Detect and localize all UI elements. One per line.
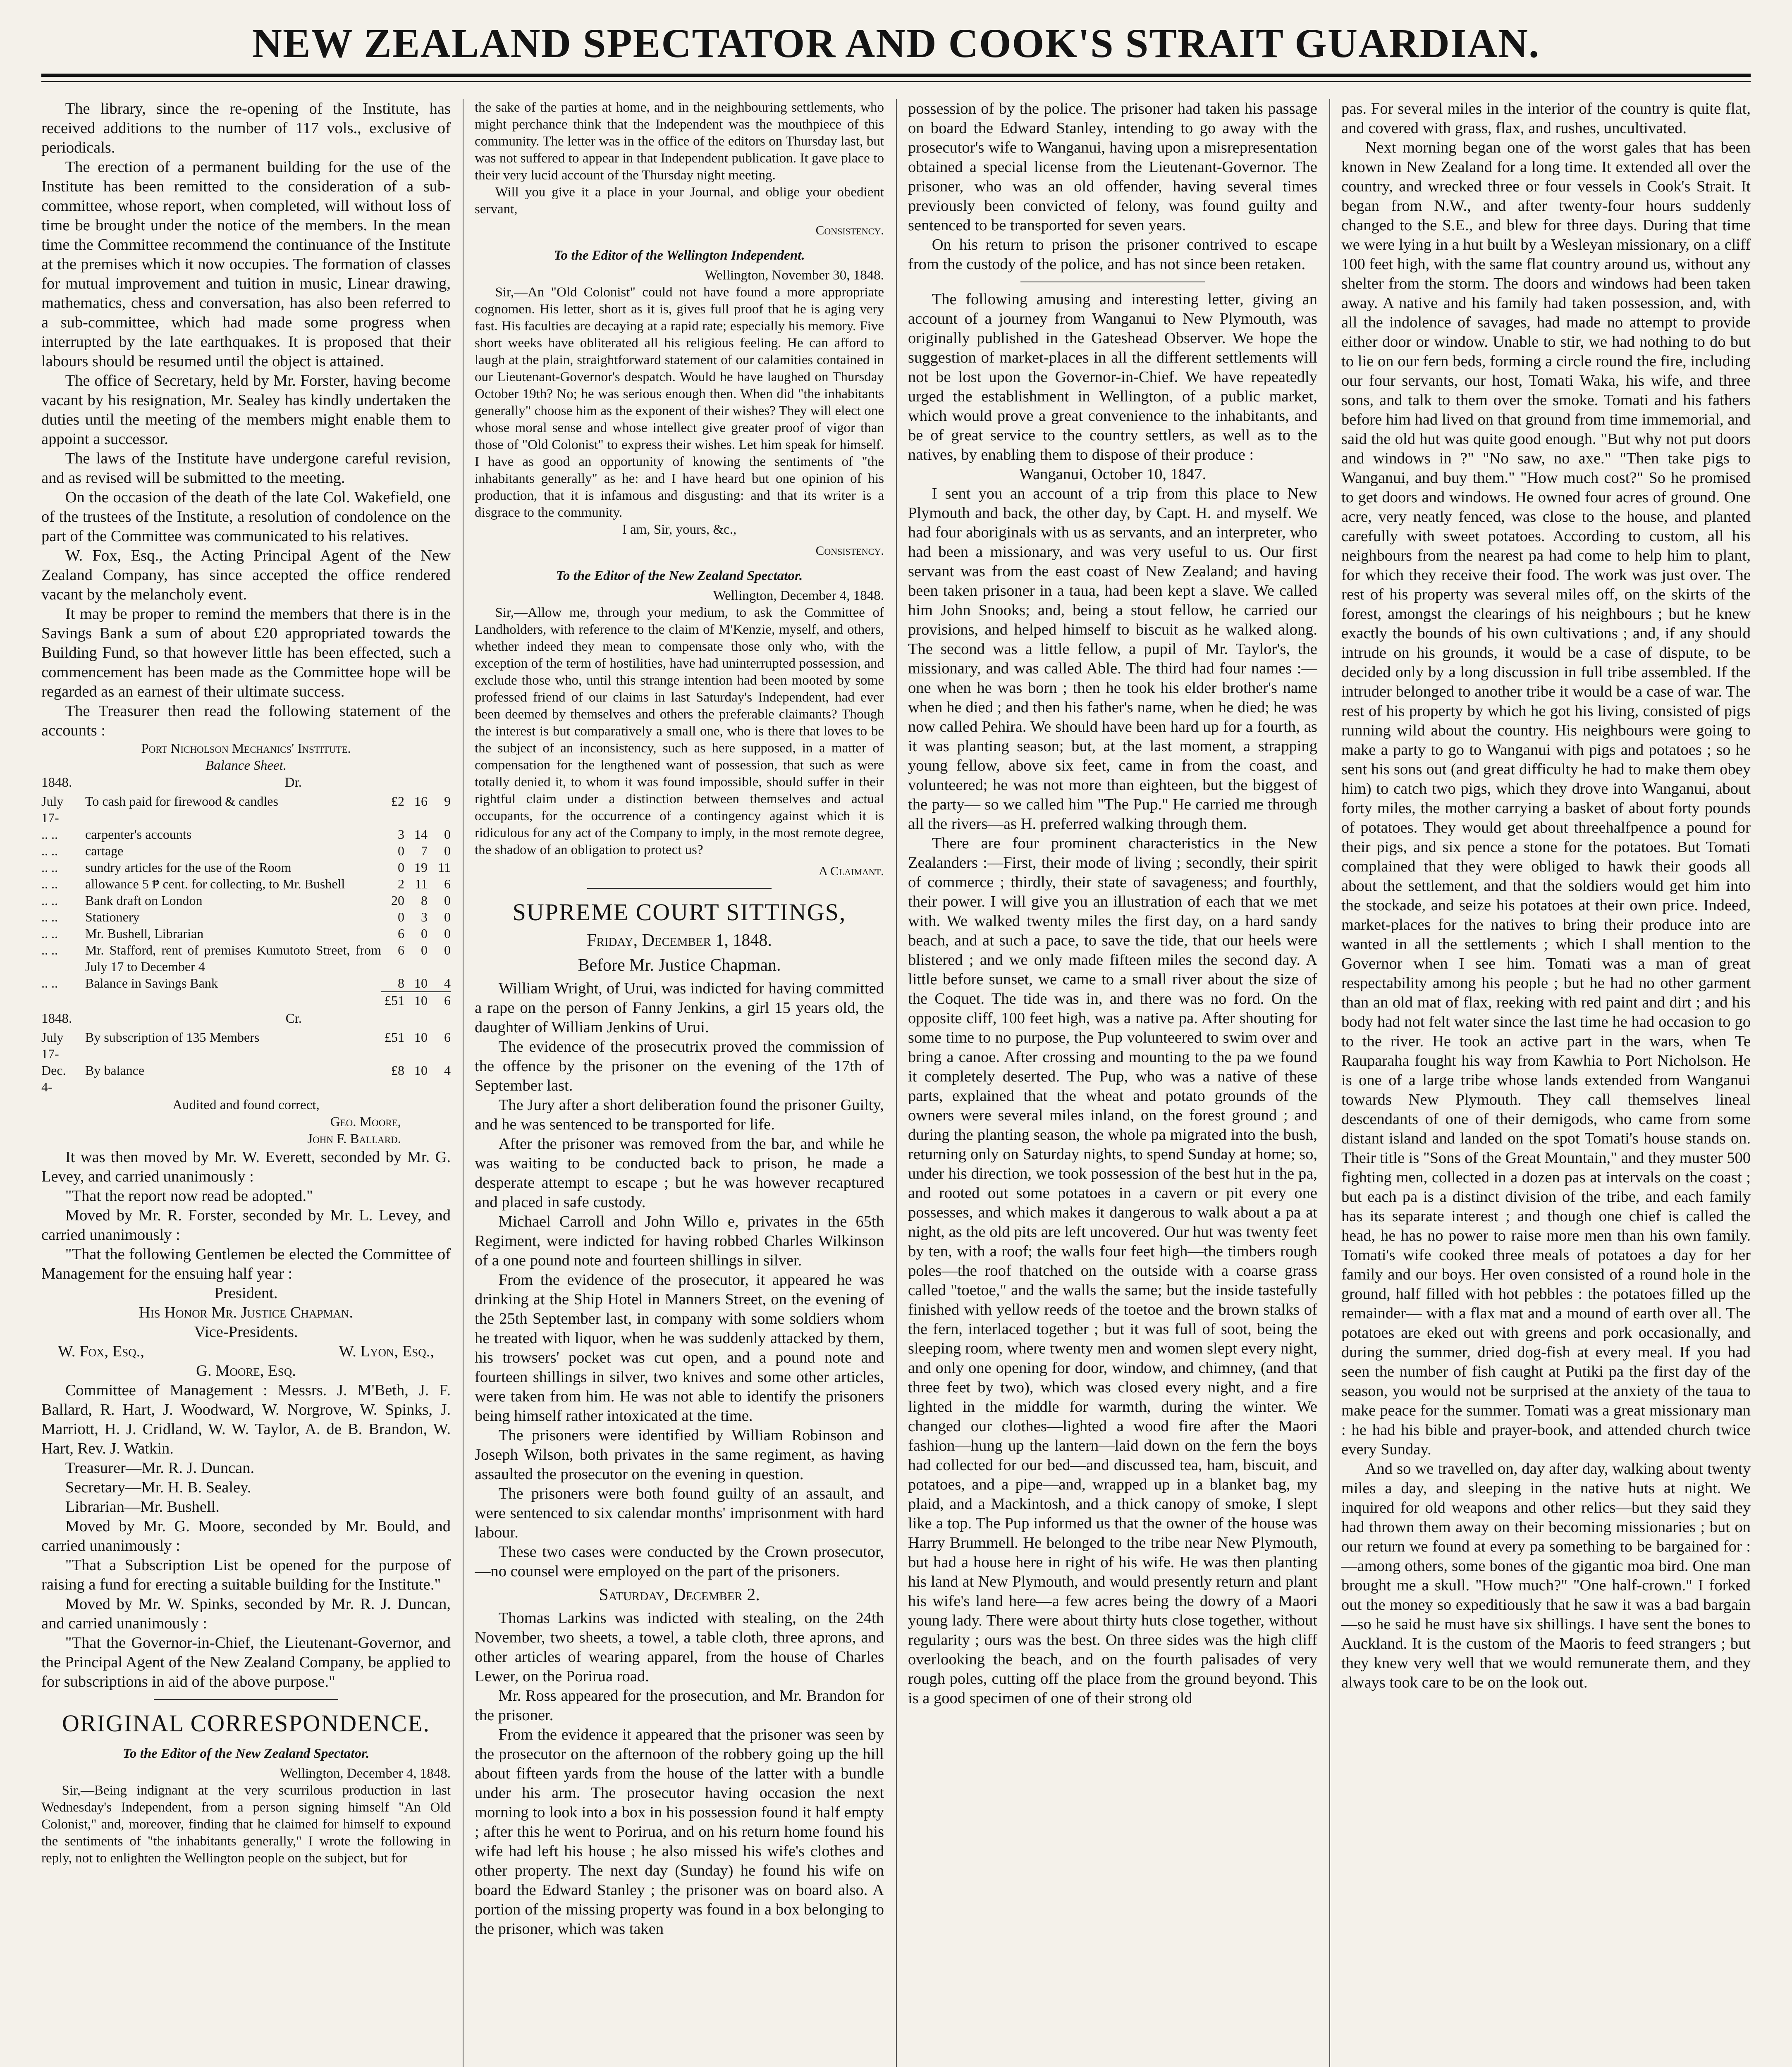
balance-sheet-row [41,925,451,942]
balance-sheet-row [41,909,451,925]
paragraph: pas. For several miles in the interior of the country is quite flat, and covered with grass, flax, and rushes, uncultivated. [1341,100,1751,137]
balance-sheet-row [41,876,451,892]
column-3 [908,99,1317,2067]
paragraph: Moved by Mr. G. Moore, seconded by Mr. Bould, and carried unanimously : [41,1518,451,1554]
paragraph: The prisoners were both found guilty of an assault, and were sentenced to six calendar months' imprisonment with hard labour. [475,1485,884,1541]
letter-signature: A Claimant. [818,864,884,878]
paragraph: Treasurer—Mr. R. J. Duncan. [65,1459,255,1477]
balance-sheet-credit-table [41,1029,451,1095]
row-shillings: 10 [414,976,428,991]
row-pounds: 6 [398,943,404,957]
letter-signature: Consistency. [815,223,884,237]
letter-address: To the Editor of the Wellington Independent. [554,248,805,263]
paragraph: "That the Governor-in-Chief, the Lieutenant-Governor, and the Principal Agent of the New Zealand Company, be applied to for subscriptions in aid of the above purpose." [41,1634,451,1690]
column-1 [41,99,451,2067]
row-pence: 4 [444,976,451,991]
paragraph: The Treasurer then read the following statement of the accounts : [41,702,451,739]
audit-note: Audited and found correct, [172,1098,320,1112]
letter-paragraph: Sir,—Allow me, through your medium, to ask the Committee of Landholders, with reference to the claim of M'Kenzie, myself, and others, whether indeed they mean to compensate those only who, with the exception of the term of hostilities, have had uninterrupted possession, and exclude those who, until this strange intention had been mooted by some professed friend of our claims in last Saturday's Independent, had ever been deemed by themselves and others the preferable claimants? Though the interest is but comparatively a small one, who is there that loves to be the subject of an inconsistency, such as here supposed, in a matter of compensation for the lengthened want of possession, that such as were totally denied it, to whom it was found impossible, should suffer in their rightful claim under a distinction between themselves and actual occupants, for the occurrence of a contingency against which it is ridiculous for any act of the Company to imply, in the most remote degree, the shadow of an obligation to protect us? [475,605,884,857]
row-shillings: 8 [421,893,428,908]
row-pence: 0 [444,827,451,842]
paragraph: On his return to prison the prisoner contrived to escape from the custody of the police, and has not since been retaken. [908,236,1317,273]
row-item: Stationery [85,909,140,924]
balance-sheet-row [41,793,451,826]
paragraph: The office of Secretary, held by Mr. Forster, having become vacant by his resignation, Mr. Sealey has kindly undertaken the duties until the meeting of the members might enable them to appoint a successor. [41,372,451,448]
row-item: carpenter's accounts [85,827,192,842]
row-pence: 11 [438,860,451,875]
paragraph: Michael Carroll and John Willo e, privates in the 65th Regiment, were indicted for having robbed Charles Wilkinson of a one pound note and fourteen shillings in silver. [475,1213,884,1269]
balance-sheet-row [41,942,451,975]
row-date: Dec. 4- [41,1063,66,1094]
paragraph: Moved by Mr. W. Spinks, seconded by Mr. R. J. Duncan, and carried unanimously : [41,1595,451,1632]
row-pounds: 0 [398,843,404,858]
paragraph: After the prisoner was removed from the bar, and while he was waiting to be conducted back to prison, he made a desperate attempt to escape ; but he was however recaptured and placed in safe custody. [475,1135,884,1211]
total-shillings: 10 [404,992,428,1009]
vice-president-name: G. Moore, Esq. [196,1362,296,1380]
paragraph: "That the report now read be adopted." [65,1187,313,1205]
row-item: Bank draft on London [85,893,203,908]
row-shillings: 16 [414,794,428,809]
row-date: .. .. [41,926,58,941]
paragraph: Librarian—Mr. Bushell. [65,1498,220,1516]
letter-paragraph: Will you give it a place in your Journal, and oblige your obedient servant, [475,185,884,217]
paragraph: Committee of Management : Messrs. J. M'Beth, J. F. Ballard, R. Hart, J. Woodward, W. Norgrove, W. Spinks, J. Marriott, H. J. Cridland, W. W. Taylor, A. de B. Brandon, W. Hart, Rev. J. Watkin. [41,1382,451,1457]
paragraph: William Wright, of Urui, was indicted for having committed a rape on the person of Fanny Jenkins, a girl 15 years old, the daughter of William Jenkins of Urui. [475,980,884,1036]
row-shillings: 19 [414,860,428,875]
letter-address: To the Editor of the New Zealand Spectator. [122,1746,370,1761]
letter-address: To the Editor of the New Zealand Spectator. [556,568,803,583]
row-date: .. .. [41,843,58,858]
row-item: Balance in Savings Bank [85,976,218,991]
paragraph: Thomas Larkins was indicted with stealing, on the 24th November, two sheets, a towel, a table cloth, three aprons, and other articles of wearing apparel, from the house of Charles Lewer, on the Porirua road. [475,1609,884,1685]
paragraph: possession of by the police. The prisoner had taken his passage on board the Edward Stanley, intending to go away with the prosecutor's wife to Wanganui, having upon a misrepresentation obtained a special license from the Lieutenant-Governor. The prisoner, who was an old offender, having several times previously been convicted of felony, was found guilty and sentenced to be transported for seven years. [908,100,1317,234]
row-pounds: 6 [398,926,404,941]
balance-sheet-row [41,975,451,992]
row-pence: 0 [444,893,451,908]
row-pounds: £2 [391,794,404,809]
row-date: .. .. [41,976,58,991]
paragraph: There are four prominent characteristics in the New Zealanders :—First, their mode of living ; secondly, their spirit of commerce ; thirdly, their state of savageness; and fourthly, their power. I will give you an illustration of each that we met with. We walked twenty miles the first day, on a hard sandy beach, and at such a pace, to save the tide, that our heels were blistered ; and we only made fifteen miles the second day. A little before sunset, we came to a small river about the size of the Coquet. The tide was in, and there was no ford. On the opposite cliff, 100 feet high, was a native pa. After shouting for some time to no purpose, the Pup volunteered to swim over and bring a canoe. After crossing and mounting to the pa we found it completely deserted. The Pup, who was a native of these parts, explained that the wheat and potato grounds of the owners were several miles inland, on the forest ground ; and during the planting season, the whole pa migrated into the bush, returning only on Saturday nights, to spend Sunday at home; so, under his direction, we took possession of the best hut in the pa, and rooted out some potatoes in a cavern or pit every one possesses, and which makes it dangerous to walk about a pa at night, as the old pits are left uncovered. Our hut was twenty feet by ten, with a roof; the walls four feet high—the timbers rough poles—the roof thatched on the outside with a coarse grass called "toetoe," and the walls the same; but the inside tastefully finished with yellow reeds of the toetoe and the brown stalks of the fern, interlaced together ; but it was full of soot, being the sleeping room, where twenty men and women slept every night, and only one opening for door, window, and chimney, (and that three feet by two), which was closed every night, and a fire lighted in the middle for warmth, during the winter. We changed our clothes—lighted a wood fire after the Maori fashion—hung up the lantern—laid down on the fern the boys had collected for our bed—and discussed tea, ham, biscuit, and potatoes, and a pipe—and, wrapped up in a blanket bag, my plaid, and a Mackintosh, and a thick canopy of smoke, I slept like a top. The Pup informed us that the owner of the house was Harry Brummell. He belonged to the tribe near New Plymouth, but had a house here in right of his wife. He was then planting his land at New Plymouth, and would presently return and plant his wife's land here—a few acres being the dowry of a Maori young lady. There were about thirty huts close together, without regularity ; ours was the best. On three sides was the high cliff overlooking the beach, and on the fourth palisades of very rough poles, cutting off the place from the ground beyond. This is a good specimen of one of their strong old [908,835,1317,1707]
masthead-rule-thin [41,81,1751,82]
row-pounds: 8 [398,976,404,991]
row-date: .. .. [41,909,58,924]
balance-sheet-row [41,1062,451,1095]
row-shillings: 7 [421,843,428,858]
letter-dateline: Wanganui, October 10, 1847. [1019,465,1207,483]
balance-sheet-row [41,843,451,859]
auditor-name: John F. Ballard. [307,1131,401,1146]
balance-sheet-total-row [41,992,451,1009]
row-pence: 4 [444,1063,451,1078]
column-4 [1341,99,1751,2067]
paragraph: "That the following Gentlemen be elected the Committee of Management for the ensuing half year : [41,1246,451,1282]
paragraph: W. Fox, Esq., the Acting Principal Agent of the New Zealand Company, has since accepted the office rendered vacant by the melancholy event. [41,547,451,603]
masthead-title: NEW ZEALAND SPECTATOR AND COOK'S STRAIT GUARDIAN. [252,20,1540,66]
letter-dateline: Wellington, December 4, 1848. [713,588,884,603]
vice-president-name: W. Fox, Esq., [58,1343,144,1360]
row-date: July 17- [41,1030,64,1061]
section-divider [154,1699,338,1700]
balance-sheet-debit-label: Dr. [284,775,302,790]
row-date: .. .. [41,943,58,957]
row-shillings: 11 [415,876,428,891]
paragraph: These two cases were conducted by the Crown prosecutor,—no counsel were employed on the part of the prisoners. [475,1543,884,1580]
row-shillings: 0 [421,943,428,957]
row-item: By subscription of 135 Members [85,1030,260,1045]
row-pence: 9 [444,794,451,809]
balance-sheet-year: 1848. [41,775,72,790]
court-date: Friday, December 1, 1848. [587,931,772,950]
paragraph: From the evidence of the prosecutor, it appeared he was drinking at the Ship Hotel in Manners Street, on the evening of the 25th September last, in company with some soldiers whom he treated with liquor, when he was suddenly attacked by them, his trowsers' pocket was cut open, and a pound note and fourteen shillings in silver, two knives and some other articles, were taken from him. He was not able to identify the prisoners being himself rather intoxicated at the time. [475,1271,884,1425]
paragraph: Moved by Mr. R. Forster, seconded by Mr. L. Levey, and carried unanimously : [41,1207,451,1244]
paragraph: I sent you an account of a trip from this place to New Plymouth and back, the other day, by Capt. H. and myself. We had four aboriginals with us as servants, and an interpreter, who had been a missionary, and was very useful to us. Our first servant was from the east coast of New Zealand; and having been taken prisoner in a taua, had been kept a slave. We called him John Snooks; and, being a stout fellow, he carried our provisions, and helped himself to biscuit as he walked along. The second was a little fellow, a pupil of Mr. Taylor's, the missionary, and was called Able. The third had four names :—one when he was born ; then he took his elder brother's name when he died ; and then his father's name, when he died; he was now called Pehira. We should have been hard up for a fourth, as it was planting season; but, at the last moment, a strapping young fellow, above six feet, came in from the coast, and volunteered; he was not more than eighteen, but the biggest of the party— so we called him "The Pup." He carried me through all the rivers—as H. preferred walking through them. [908,485,1317,833]
row-pence: 0 [444,909,451,924]
row-shillings: 10 [414,1063,428,1078]
paragraph: The library, since the re-opening of the Institute, has received additions to the number of 117 vols., exclusive of periodicals. [41,100,451,156]
section-heading: ORIGINAL CORRESPONDENCE. [62,1710,430,1737]
row-pounds: 20 [391,893,404,908]
row-pence: 0 [444,926,451,941]
letter-dateline: Wellington, December 4, 1848. [280,1766,451,1781]
row-date: July 17- [41,794,64,825]
paragraph: The prisoners were identified by William Robinson and Joseph Wilson, both privates in the same regiment, as having assaulted the prosecutor on the evening in question. [475,1427,884,1483]
balance-sheet-title: Balance Sheet. [205,758,287,773]
president-label: President. [214,1284,278,1302]
row-date: .. .. [41,860,58,875]
vice-president-name: W. Lyon, Esq., [339,1343,434,1360]
balance-sheet-year: 1848. [41,1011,72,1026]
paragraph: The following amusing and interesting letter, giving an account of a journey from Wanganui to New Plymouth, was originally published in the Gateshead Observer. We hope the suggestion of market-places in all the different settlements will not be lost upon the Governor-in-Chief. We have repeatedly urged the establishment in Wellington, of a public market, which would prove a great convenience to the inhabitants, and be of great service to the country settlers, as well as to the natives, by enabling them to dispose of their produce : [908,291,1317,463]
paragraph: The laws of the Institute have undergone careful revision, and as revised will be submitted to the meeting. [41,450,451,487]
row-item: To cash paid for firewood & candles [85,794,278,809]
row-item: allowance 5 ₱ cent. for collecting, to Mr. Bushell [85,876,345,891]
column-2 [475,99,884,2067]
balance-sheet-row [41,892,451,909]
paragraph: It was then moved by Mr. W. Everett, seconded by Mr. G. Levey, and carried unanimously : [41,1148,451,1185]
paragraph: It may be proper to remind the members that there is in the Savings Bank a sum of about £20 appropriated towards the Building Fund, so that however little has been effected, such a commencement has been made as the Committee hope will be regarded as an earnest of their ultimate success. [41,605,451,700]
row-pounds: £51 [385,1030,404,1045]
balance-sheet-row [41,859,451,876]
row-shillings: 10 [414,1030,428,1045]
balance-sheet-credit-label: Cr. [285,1011,302,1026]
row-pounds: 3 [398,827,404,842]
row-pounds: 0 [398,909,404,924]
row-item: cartage [85,843,124,858]
row-shillings: 14 [414,827,428,842]
paragraph: The Jury after a short deliberation found the prisoner Guilty, and he was sentenced to be transported for life. [475,1096,884,1133]
row-pence: 6 [444,876,451,891]
letter-closing: I am, Sir, yours, &c., [622,522,737,537]
total-pounds: £51 [381,992,404,1009]
row-item: sundry articles for the use of the Room [85,860,291,875]
row-pounds: £8 [391,1063,404,1078]
row-shillings: 3 [421,909,428,924]
row-date: .. .. [41,827,58,842]
page-columns [41,99,1751,2067]
row-date: .. .. [41,876,58,891]
paragraph: Secretary—Mr. H. B. Sealey. [65,1479,251,1496]
row-item: Mr. Stafford, rent of premises Kumutoto Street, from July 17 to December 4 [85,943,381,974]
vice-presidents-label: Vice-Presidents. [194,1323,298,1341]
letter-paragraph: the sake of the parties at home, and in the neighbouring settlements, who might perchance think that the Independent was the mouthpiece of this community. The letter was in the office of the editors on Thursday last, but was not suffered to appear in that Independent publication. It gave place to their very lucid account of the Thursday night meeting. [475,100,884,183]
vice-presidents-row [41,1342,451,1361]
letter-paragraph: Sir,—Being indignant at the very scurrilous production in last Wednesday's Independent, from a person signing himself "An Old Colonist," and, moreover, finding that he claimed for himself to expound the sentiments of "the inhabitants generally," I wrote the following in reply, not to enlighten the Wellington people on the subject, but for [41,1783,451,1866]
masthead-rule-thick [41,74,1751,77]
president-name: His Honor Mr. Justice Chapman. [139,1304,354,1321]
row-pence: 0 [444,943,451,957]
court-judge: Before Mr. Justice Chapman. [578,956,781,975]
balance-sheet-credit-header [41,1010,451,1027]
letter-signature: Consistency. [815,543,884,558]
row-shillings: 0 [421,926,428,941]
paragraph: The erection of a permanent building for the use of the Institute has been remitted to the consideration of a sub-committee, whose report, when completed, will without loss of time be brought under the notice of the members. In the mean time the Committee recommend the continuance of the Institute at the premises which it now occupies. The formation of classes for mutual improvement and tuition in music, Linear drawing, mathematics, chess and conversation, has also been referred to a sub-committee, which had made some progress when interrupted by the late earthquakes. It is proposed that their labours should be resumed until the object is attained. [41,158,451,370]
row-item: Mr. Bushell, Librarian [85,926,204,941]
balance-sheet-header [41,774,451,791]
balance-sheet-row [41,1029,451,1062]
paragraph: "That a Subscription List be opened for the purpose of raising a fund for erecting a suitable building for the Institute." [41,1556,451,1593]
auditor-name: Geo. Moore, [330,1115,401,1129]
paragraph: And so we travelled on, day after day, walking about twenty miles a day, and sleeping in the native huts at night. We inquired for old weapons and other relics—but they said they had thrown them away on their becoming missionaries ; but on our return we found at every pa something to be bargained for :—among others, some bones of the gigantic moa bird. One man brought me a skull. "How much?" "One half-crown." I forked out the money so expeditiously that he saw it was a bad bargain—so he said he must have six shillings. I have sent the bones to Auckland. It is the custom of the Maoris to feed strangers ; but they knew very well that we would remunerate them, and they always took care to be on the look out. [1341,1460,1751,1691]
row-item: By balance [85,1063,145,1078]
section-divider [587,888,772,889]
total-pence: 6 [428,992,451,1009]
balance-sheet-debit-table [41,793,451,1009]
row-pounds: 0 [398,860,404,875]
row-pence: 6 [444,1030,451,1045]
section-heading: SUPREME COURT SITTINGS, [512,899,846,926]
paragraph: On the occasion of the death of the late Col. Wakefield, one of the trustees of the Institute, a resolution of condolence on the part of the Committee was communicated to his relatives. [41,489,451,545]
row-pence: 0 [444,843,451,858]
balance-sheet-row [41,826,451,843]
court-date: Saturday, December 2. [599,1585,760,1604]
paragraph: The evidence of the prosecutrix proved the commission of the offence by the prisoner on the evening of the 17th of September last. [475,1038,884,1094]
row-date: .. .. [41,893,58,908]
balance-sheet-institution: Port Nicholson Mechanics' Institute. [141,741,351,756]
paragraph: Mr. Ross appeared for the prosecution, and Mr. Brandon for the prisoner. [475,1687,884,1724]
paragraph: Next morning began one of the worst gales that has been known in New Zealand for a long time. It extended all over the country, and wrecked three or four vessels in Cook's Strait. It began from N.W., and after twenty-four hours suddenly changed to the S.E., and blew for three days. During that time we were lying in a hut built by a Wesleyan missionary, on a cliff 100 feet high, with the same flat country around us, without any shelter from the storm. The doors and windows had been taken away. A native and his family had taken possession, and, with all the indolence of savages, had made no attempt to provide either door or window. Unable to stir, we had nothing to do but to lie on our fern beds, forming a circle round the fire, including our four servants, our host, Tomati Waka, his wife, and three sons, and talk to them over the smoke. Tomati and his fathers before him had lived on that ground from time immemorial, and said the old hut was quite good enough. "But why not put doors and windows in ?" "No saw, no axe." "Then take pigs to Wanganui, and buy them." "How much cost?" So he promised to get doors and windows. He owned four acres of ground. One acre, very neatly fenced, was close to the house, and planted carefully with sweet potatoes. According to custom, all his neighbours from the nearest pa had come to help him to plant, for which they receive their food. The work was just over. The rest of his property was several miles off, on the skirts of the forest, amongst the clearings of his neighbours ; but he knew exactly the bounds of his own cultivations ; and, if any should intrude on his grounds, it would be a case of dispute, to be decided only by a long discussion in full tribe assembled. If the intruder belonged to another tribe it would be a case of war. The rest of his property by which he got his living, consisted of pigs running wild about the country. His neighbours were going to make a party to go to Wanganui with pigs and potatoes ; so he sent his sons out (and great difficulty he had to make them obey him) to catch two pigs, which they drove into Wanganui, about forty miles, the mother carrying a basket of about forty pounds of potatoes. They would get about threehalfpence a pound for their pigs, and six pence a stone for the potatoes. But Tomati complained that they were obliged to hawk their goods all about the settlement, and that the soldiers would get him into the stockade, and seize his potatoes at their own price. Indeed, market-places for the natives to bring their produce into are wanted in all the settlements ; which I shall mention to the Governor when I see him. Tomati was a man of great respectability among his people ; but he had no other garment than an old mat of flax, reeking with red paint and dirt ; and his body had not felt water since the last time he had occasion to go to the river. He took an active part in the wars, when Te Rauparaha fought his way from Kawhia to Port Nicholson. He is one of a large tribe whose lands extended from Wanganui towards New Plymouth. They call themselves lineal descendants of one of their demigods, who came from some distant island and landed on the spot Tomati's house stands on. Their title is "Sons of the Great Mountain," and they muster 500 fighting men, collected in a dozen pas at intervals on the coast ; but each pa is a distinct division of the tribe, and each family has its separate interest ; and though one chief is called the head, he has no power to raise more men than his own family. Tomati's wife cooked three meals of potatoes a day for her family and our boys. Her oven consisted of a round hole in the ground, half filled with hot pebbles : the potatoes filled up the remainder— with a flax mat and a mound of earth over all. The potatoes are eked out with greens and pork occasionally, and during the summer, dried dog-fish at every meal. If you had seen the number of fish caught at Putiki pa the first day of the season, you would not be surprised at the anxiety of the taua to make peace for the summer. Tomati was a great missionary man : he had his bible and prayer-book, and attended church twice every Sunday. [1341,139,1751,1458]
letter-paragraph: Sir,—An "Old Colonist" could not have found a more appropriate cognomen. His letter, short as it is, gives full proof that he is aging very fast. His faculties are decaying at a rapid rate; especially his memory. Five short weeks have obliterated all his religious feeling. He can afford to laugh at the plain, straightforward statement of our calamities contained in our Lieutenant-Governor's despatch. Would he have laughed on Thursday October 19th? No; he was serious enough then. When did "the inhabitants generally" choose him as the exponent of their wishes? They will elect one whose moral sense and whose intellect give greater proof of vigor than those of "Old Colonist" to express their wishes. Let him speak for himself. I have as good an opportunity of knowing the sentiments of "the inhabitants generally" as he: and I have heard but one opinion of his production, that it is infamous and disgusting: and that its writer is a disgrace to the community. [475,285,884,520]
letter-dateline: Wellington, November 30, 1848. [705,268,884,283]
row-pounds: 2 [398,876,404,891]
paragraph: From the evidence it appeared that the prisoner was seen by the prosecutor on the afternoon of the robbery going up the hill about fifteen yards from the house of the latter with a bundle under his arm. The prosecutor having occasion the next morning to look into a box in his possession found it half empty ; after this he went to Porirua, and on his return home found his wife had left his house ; he also missed his wife's clothes and other property. The next day (Sunday) he found his wife on board the Edward Stanley ; the prisoner was on board also. A portion of the missing property was found in a box belonging to the prisoner, which was taken [475,1726,884,1938]
